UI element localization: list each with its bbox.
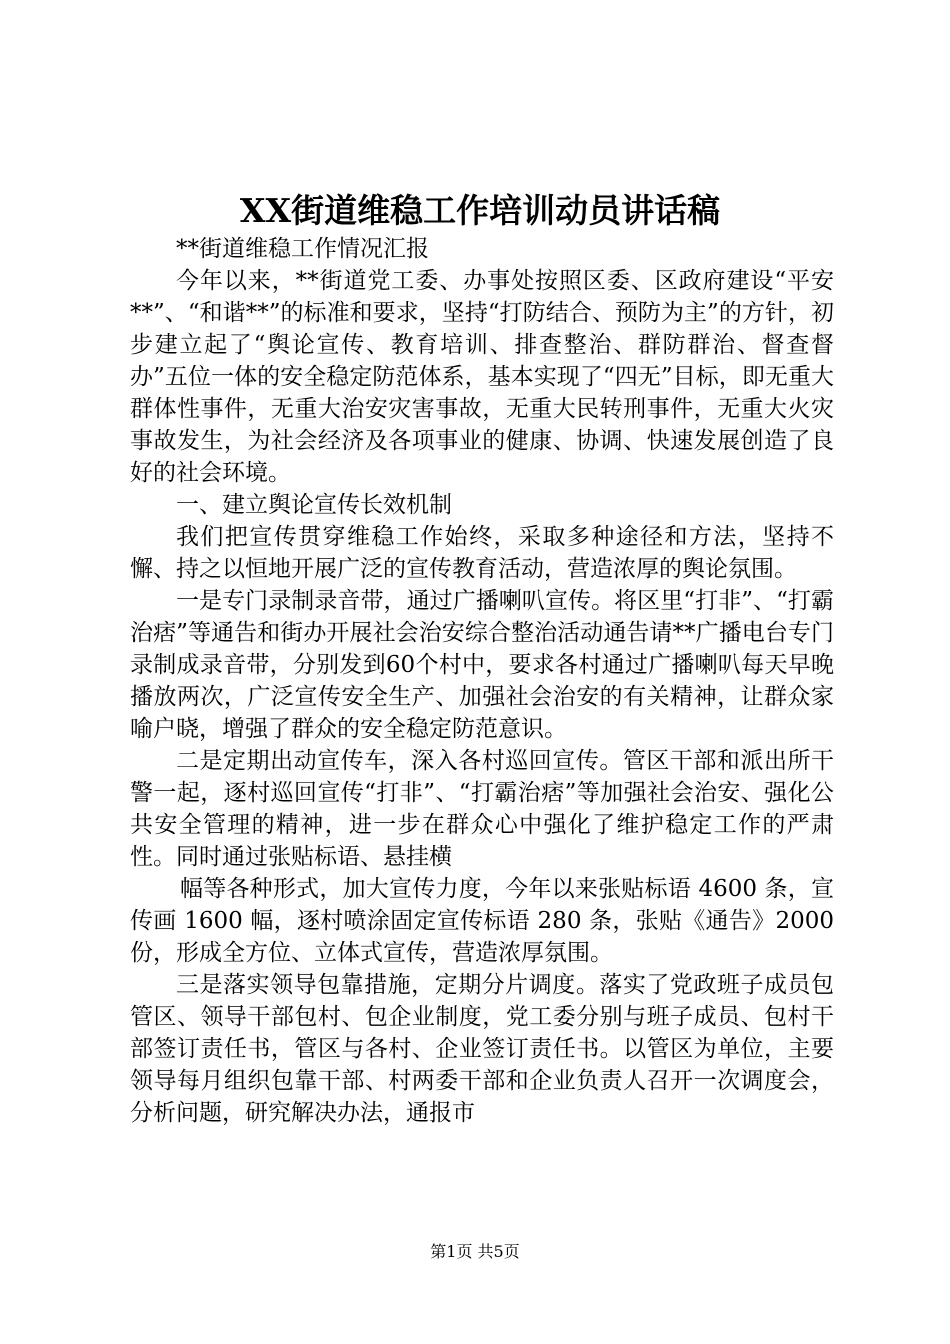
document-body (130, 233, 834, 1129)
section-heading-1: 一、建立舆论宣传长效机制 (176, 492, 452, 518)
paragraph-point-2: 二是定期出动宣传车，深入各村巡回宣传。管区干部和派出所干警一起，逐村巡回宣传“打非”、“打霸治痞”等加强社会治安、强化公共安全管理的精神，进一步在群众心中强化了维护稳定工作的严肃性。同时通过张贴标语、悬挂横 (130, 748, 834, 870)
paragraph-point-1: 一是专门录制录音带，通过广播喇叭宣传。将区里“打非”、“打霸治痞”等通告和街办开展社会治安综合整治活动通告请**广播电台专门录制成录音带，分别发到60个村中，要求各村通过广播喇叭每天早晚播放两次，广泛宣传安全生产、加强社会治安的有关精神，让群众家喻户晓，增强了群众的安全稳定防范意识。 (130, 588, 834, 742)
paragraph-point-3: 三是落实领导包靠措施，定期分片调度。落实了党政班子成员包管区、领导干部包村、包企业制度，党工委分别与班子成员、包村干部签订责任书，管区与各村、企业签订责任书。以管区为单位，主要领导每月组织包靠干部、村两委干部和企业负责人召开一次调度会，分析问题，研究解决办法，通报市 (130, 972, 834, 1126)
paragraph-intro: 今年以来，**街道党工委、办事处按照区委、区政府建设“平安**”、“和谐**”的标准和要求，坚持“打防结合、预防为主”的方针，初步建立起了“舆论宣传、教育培训、排查整治、群防群治、督查督办”五位一体的安全稳定防范体系，基本实现了“四无”目标，即无重大群体性事件，无重大治安灾害事故，无重大民转刑事件，无重大火灾事故发生，为社会经济及各项事业的健康、协调、快速发展创造了良好的社会环境。 (130, 268, 834, 486)
document-title: XX街道维稳工作培训动员讲话稿 (239, 191, 721, 230)
page-footer: 第1页 共5页 (430, 1242, 520, 1261)
paragraph-point-2-continued: 幅等各种形式，加大宣传力度，今年以来张贴标语 4600 条，宣传画 1600 幅，逐村喷涂固定宣传标语 280 条，张贴《通告》2000 份，形成全方位、立体式宣传，营造浓厚氛围。 (130, 876, 834, 966)
paragraph-report-heading: **街道维稳工作情况汇报 (176, 236, 429, 262)
paragraph-propaganda: 我们把宣传贯穿维稳工作始终，采取多种途径和方法，坚持不懈、持之以恒地开展广泛的宣传教育活动，营造浓厚的舆论氛围。 (130, 524, 834, 582)
